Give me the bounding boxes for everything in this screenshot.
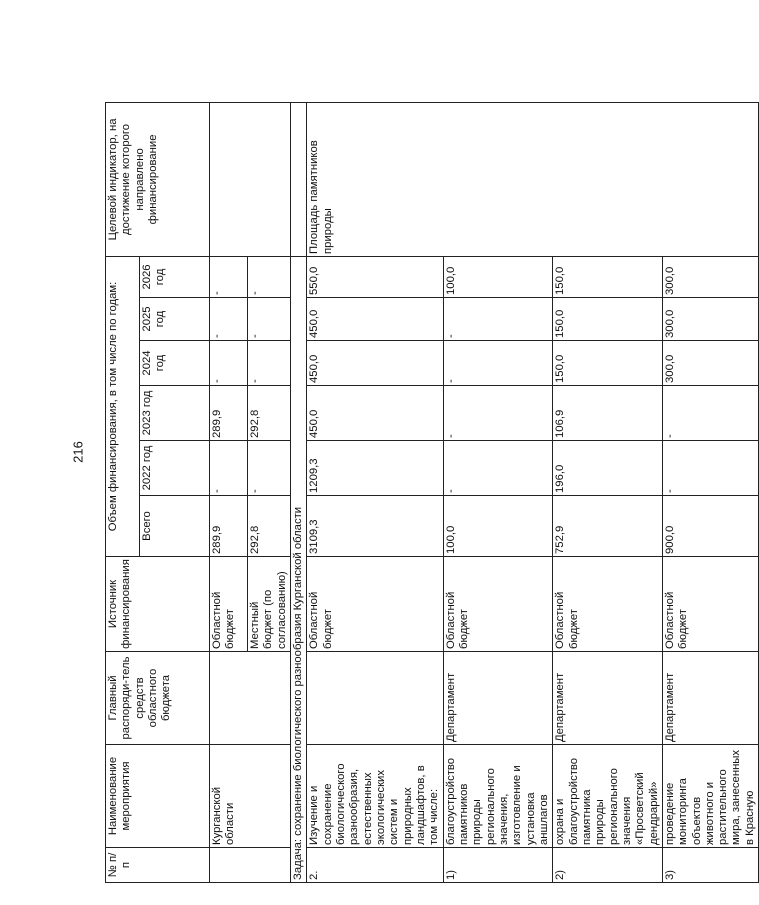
table-row <box>307 102 443 882</box>
row-s2-2023: 106,9 <box>553 386 663 441</box>
cont-2022-2: - <box>248 441 291 496</box>
row-s1-2022: - <box>443 441 553 496</box>
row-s3-indicator <box>662 102 758 256</box>
row-s3-2023: - <box>662 386 758 441</box>
table-header-row <box>106 102 140 882</box>
table-row <box>553 102 663 882</box>
row-s3-2026: 300,0 <box>662 256 758 297</box>
header-year-2024: 2024 год <box>140 341 210 386</box>
rotated-page <box>105 103 756 883</box>
row-s1-2024: - <box>443 341 553 386</box>
header-year-2023: 2023 год <box>140 386 210 441</box>
row2-2023: 450,0 <box>307 386 443 441</box>
task-row-indicator-cell <box>290 102 306 256</box>
row-s3-2024: 300,0 <box>662 341 758 386</box>
table-row <box>443 102 553 882</box>
cont-2023-2: 292,8 <box>248 386 291 441</box>
row-s1-total: 100,0 <box>443 496 553 557</box>
row-s1-manager: Департамент <box>443 652 553 745</box>
row-s2-indicator <box>553 102 663 256</box>
task-heading: Задача: сохранение биологического разнообразия Курганской области <box>290 256 306 882</box>
row-s1-2026: 100,0 <box>443 256 553 297</box>
cont-indicator <box>210 102 291 256</box>
cont-2025-1: - <box>210 298 248 341</box>
row-s2-manager: Департамент <box>553 652 663 745</box>
row-s2-2025: 150,0 <box>553 298 663 341</box>
cont-total-2: 292,8 <box>248 496 291 557</box>
cont-2023-1: 289,9 <box>210 386 248 441</box>
row-s2-2026: 150,0 <box>553 256 663 297</box>
row-s3-source: Областной бюджет <box>662 557 758 652</box>
cont-2024-1: - <box>210 341 248 386</box>
row2-name: Изучение и сохранение биологического разнообразия, естественных экологических систем и природных ландшафтов, в том числе: <box>307 745 443 848</box>
row-s2-total: 752,9 <box>553 496 663 557</box>
row2-2025: 450,0 <box>307 298 443 341</box>
table-row <box>210 102 248 882</box>
row-s1-source: Областной бюджет <box>443 557 553 652</box>
cont-source-2: Местный бюджет (по согласованию) <box>248 557 291 652</box>
cont-2026-2: - <box>248 256 291 297</box>
table-row <box>662 102 758 882</box>
row2-2024: 450,0 <box>307 341 443 386</box>
cont-num <box>210 848 291 883</box>
row-s2-num: 2) <box>553 848 663 883</box>
row-s2-2024: 150,0 <box>553 341 663 386</box>
row-s2-2022: 196,0 <box>553 441 663 496</box>
row-s2-source: Областной бюджет <box>553 557 663 652</box>
row-s1-indicator <box>443 102 553 256</box>
header-name: Наименование мероприятия <box>106 745 210 848</box>
cont-manager <box>210 652 291 745</box>
header-indicator: Целевой индикатор, на достижение которого направлено финансирование <box>106 102 210 256</box>
row2-manager <box>307 652 443 745</box>
row-s1-2023: - <box>443 386 553 441</box>
header-volume: Объем финансирования, в том числе по годам: <box>106 256 140 556</box>
row-s2-name: охрана и благоустройство памятника природы регионального значения «Просветский дендрарий» <box>553 745 663 848</box>
cont-2024-2: - <box>248 341 291 386</box>
header-year-2026: 2026 год <box>140 256 210 297</box>
cont-2022-1: - <box>210 441 248 496</box>
row-s3-2022: - <box>662 441 758 496</box>
cont-source-1: Областной бюджет <box>210 557 248 652</box>
cont-total-1: 289,9 <box>210 496 248 557</box>
header-total: Всего <box>140 496 210 557</box>
page-number: 216 <box>70 441 86 463</box>
header-year-2025: 2025 год <box>140 298 210 341</box>
row-s3-name: проведение мониторинга объектов животного и растительного мира, занесенных в Красную <box>662 745 758 848</box>
row-s3-manager: Департамент <box>662 652 758 745</box>
row2-num: 2. <box>307 848 443 883</box>
task-row <box>290 102 306 882</box>
row-s3-num: 3) <box>662 848 758 883</box>
header-year-2022: 2022 год <box>140 441 210 496</box>
header-manager: Главный распоряди-тель средств областного бюджета <box>106 652 210 745</box>
cont-name: Курганской области <box>210 745 291 848</box>
header-num: № п/п <box>106 848 210 883</box>
header-source: Источник финансирования <box>106 557 210 652</box>
row-s1-num: 1) <box>443 848 553 883</box>
row-s1-name: благоустройство памятников природы регионального значения, изготовление и установка аншлагов <box>443 745 553 848</box>
cont-2025-2: - <box>248 298 291 341</box>
row2-2022: 1209,3 <box>307 441 443 496</box>
row2-total: 3109,3 <box>307 496 443 557</box>
financing-table <box>105 102 759 883</box>
row2-2026: 550,0 <box>307 256 443 297</box>
cont-2026-1: - <box>210 256 248 297</box>
row-s3-2025: 300,0 <box>662 298 758 341</box>
row-s1-2025: - <box>443 298 553 341</box>
row-s3-total: 900,0 <box>662 496 758 557</box>
row2-indicator: Площадь памятников природы <box>307 102 443 256</box>
row2-source: Областной бюджет <box>307 557 443 652</box>
